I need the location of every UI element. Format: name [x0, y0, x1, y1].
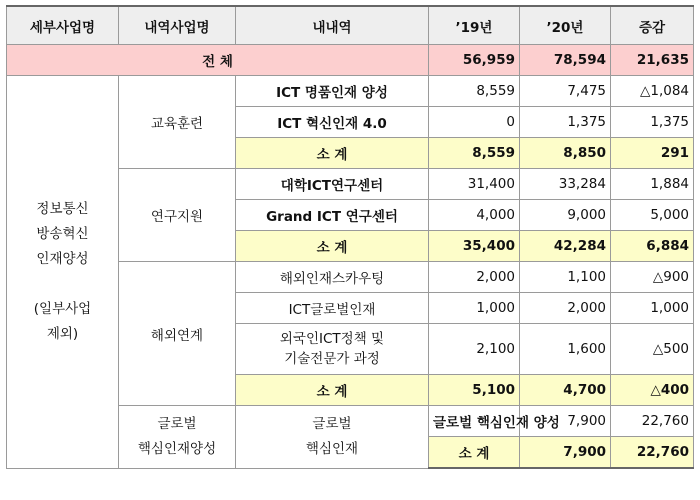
subtotal-2020: 22,760 — [611, 437, 694, 469]
value-change: △900 — [611, 262, 694, 293]
item-name — [236, 324, 429, 375]
subtotal-2020: 8,850 — [520, 138, 611, 169]
header-2019: ’19년 — [429, 6, 520, 45]
subtotal-2019: 5,100 — [429, 375, 520, 406]
subtotal-change: 6,884 — [611, 231, 694, 262]
subtotal-label: 소 계 — [236, 231, 429, 262]
header-row — [7, 6, 694, 45]
value-2019: 7,900 — [520, 406, 611, 437]
total-label: 전 체 — [7, 45, 429, 76]
budget-table — [6, 5, 694, 469]
value-2019: 31,400 — [429, 169, 520, 200]
section-name: 해외연계 — [119, 262, 236, 406]
subtotal-label: 소 계 — [429, 437, 520, 469]
subtotal-2020: 4,700 — [520, 375, 611, 406]
item-name: ICT 혁신인재 4.0 — [236, 107, 429, 138]
item-name: 대학ICT연구센터 — [236, 169, 429, 200]
header-2020: ’20년 — [520, 6, 611, 45]
value-2019: 0 — [429, 107, 520, 138]
item-name: ICT글로벌인재 — [236, 293, 429, 324]
total-change: 21,635 — [611, 45, 694, 76]
item-name: 해외인재스카우팅 — [236, 262, 429, 293]
value-change: △1,084 — [611, 76, 694, 107]
subtotal-2020: 42,284 — [520, 231, 611, 262]
value-2020: 1,375 — [520, 107, 611, 138]
group2-label: 글로벌 핵심인재양성 — [119, 406, 236, 469]
value-2020: 9,000 — [520, 200, 611, 231]
subtotal-2019: 35,400 — [429, 231, 520, 262]
value-2020: 33,284 — [520, 169, 611, 200]
value-change: 1,884 — [611, 169, 694, 200]
subtotal-label: 소 계 — [236, 138, 429, 169]
value-change: △500 — [611, 324, 694, 375]
value-2019: 2,100 — [429, 324, 520, 375]
total-2020: 78,594 — [520, 45, 611, 76]
value-change: 1,375 — [611, 107, 694, 138]
header-breakdown: 내내역 — [236, 6, 429, 45]
value-change: 1,000 — [611, 293, 694, 324]
subtotal-2019: 7,900 — [520, 437, 611, 469]
header-internal-project: 내역사업명 — [119, 6, 236, 45]
subtotal-2019: 8,559 — [429, 138, 520, 169]
section-name: 교육훈련 — [119, 76, 236, 169]
value-2020: 7,475 — [520, 76, 611, 107]
value-2020: 2,000 — [520, 293, 611, 324]
item-name: ICT 명품인재 양성 — [236, 76, 429, 107]
value-2020: 1,600 — [520, 324, 611, 375]
subtotal-change: 291 — [611, 138, 694, 169]
item-name: Grand ICT 연구센터 — [236, 200, 429, 231]
group1-label: 정보통신 방송혁신 인재양성 (일부사업 제외) — [7, 76, 119, 469]
group2-section-name: 글로벌 핵심인재 — [236, 406, 429, 469]
value-2019: 1,000 — [429, 293, 520, 324]
value-2019: 4,000 — [429, 200, 520, 231]
value-change: 5,000 — [611, 200, 694, 231]
table-row — [7, 76, 694, 107]
total-row — [7, 45, 694, 76]
item-name: 글로벌 핵심인재 양성 — [429, 406, 520, 437]
value-2020: 22,760 — [611, 406, 694, 437]
subtotal-label: 소 계 — [236, 375, 429, 406]
value-2019: 2,000 — [429, 262, 520, 293]
header-detail-project: 세부사업명 — [7, 6, 119, 45]
section-name: 연구지원 — [119, 169, 236, 262]
subtotal-change: △400 — [611, 375, 694, 406]
total-2019: 56,959 — [429, 45, 520, 76]
value-2020: 1,100 — [520, 262, 611, 293]
value-2019: 8,559 — [429, 76, 520, 107]
header-change: 증감 — [611, 6, 694, 45]
item-name-text: 외국인ICT정책 및 기술전문가 과정 — [279, 331, 385, 367]
